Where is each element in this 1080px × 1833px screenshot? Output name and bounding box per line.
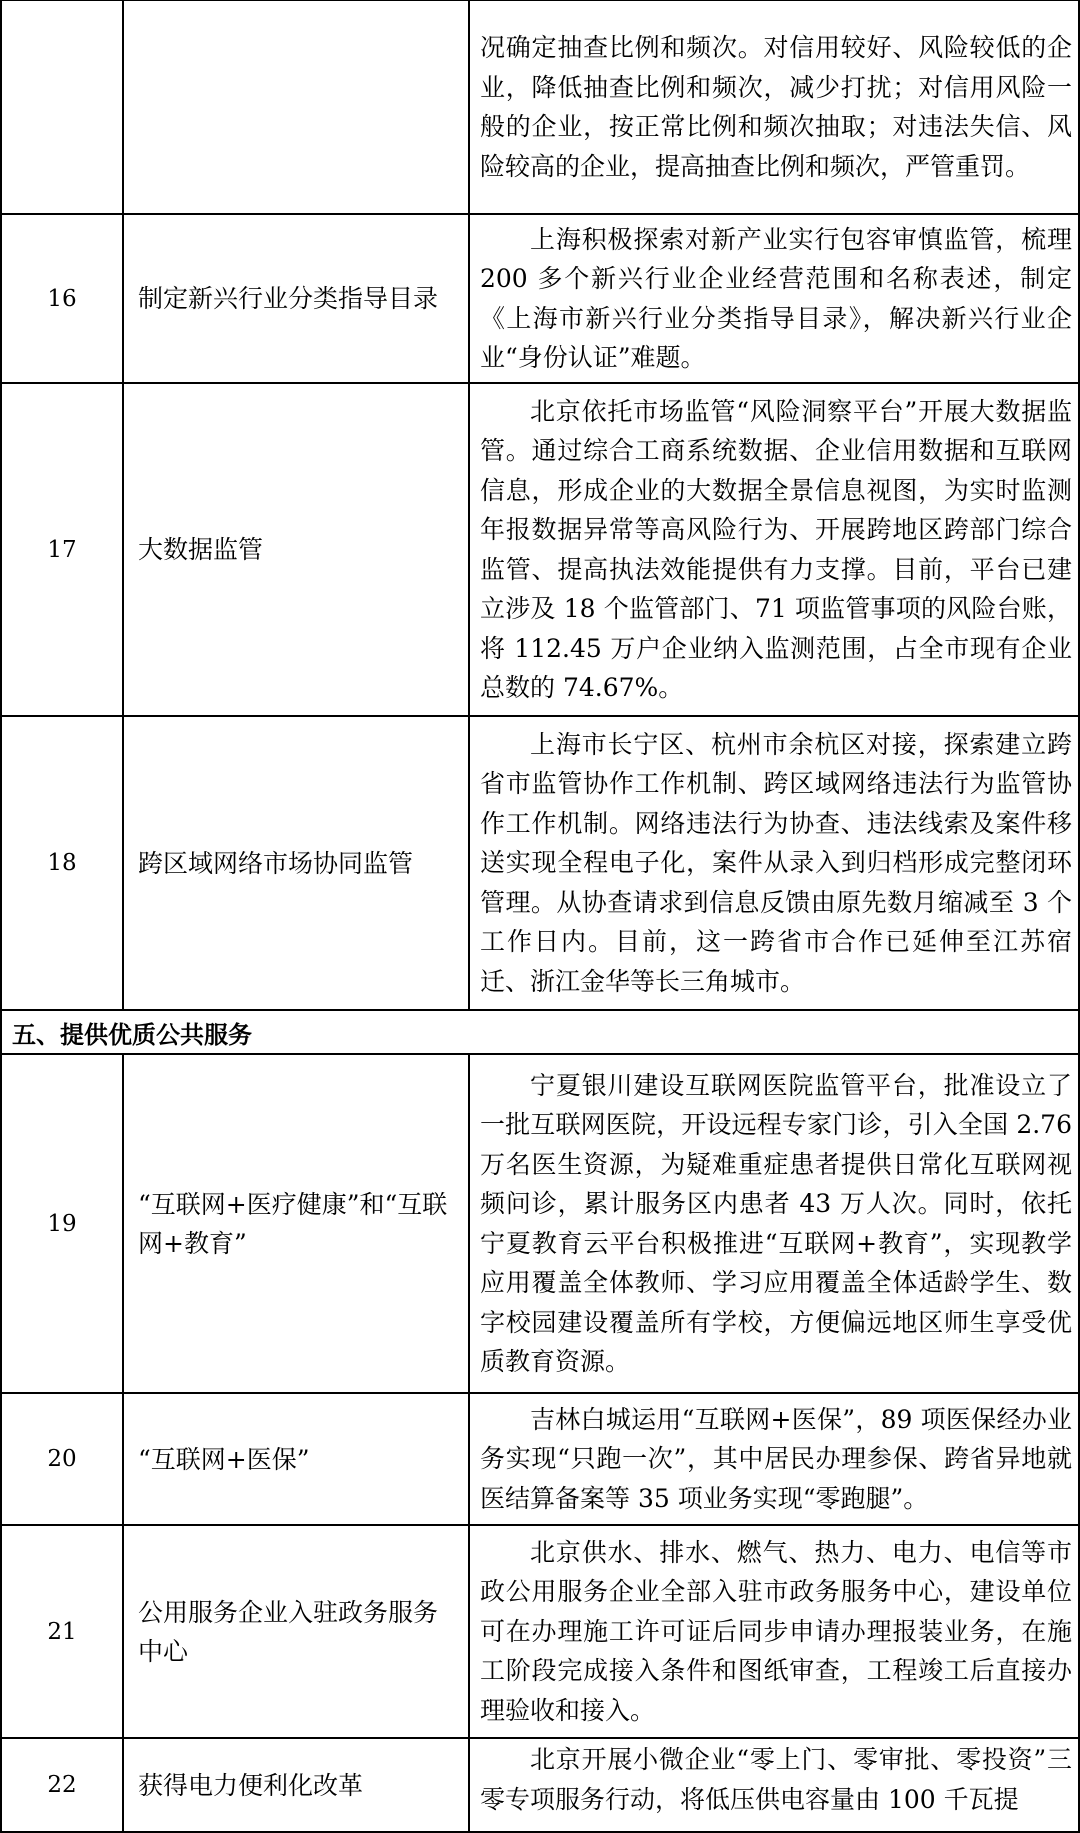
row-measure-name: 公用服务企业入驻政务服务中心 xyxy=(123,1525,469,1738)
row-description: 上海积极探索对新产业实行包容审慎监管，梳理 200 多个新兴行业企业经营范围和名称表述，制定《上海市新兴行业分类指导目录》，解决新兴行业企业“身份认证”难题。 xyxy=(469,214,1079,383)
table-row xyxy=(1,1393,1079,1525)
row-measure-name: 制定新兴行业分类指导目录 xyxy=(123,214,469,383)
row-number: 22 xyxy=(1,1738,123,1832)
row-description: 宁夏银川建设互联网医院监管平台，批准设立了一批互联网医院，开设远程专家门诊，引入全国 2.76 万名医生资源，为疑难重症患者提供日常化互联网视频问诊，累计服务区内患者 43 万人次。同时，依托宁夏教育云平台积极推进“互联网+教育”，实现教学应用覆盖全体教师、学习应用覆盖全体适龄学生、数字校园建设覆盖所有学校，方便偏远地区师生享受优质教育资源。 xyxy=(469,1054,1079,1393)
row-number xyxy=(1,0,123,214)
row-description: 北京供水、排水、燃气、热力、电力、电信等市政公用服务企业全部入驻市政务服务中心，建设单位可在办理施工许可证后同步申请办理报装业务，在施工阶段完成接入条件和图纸审查，工程竣工后直接办理验收和接入。 xyxy=(469,1525,1079,1738)
table-row xyxy=(1,1738,1079,1832)
row-measure-name: 获得电力便利化改革 xyxy=(123,1738,469,1832)
row-description: 北京开展小微企业“零上门、零审批、零投资”三零专项服务行动，将低压供电容量由 100 千瓦提 xyxy=(469,1738,1079,1832)
table-row xyxy=(1,1054,1079,1393)
section-header-row xyxy=(1,1010,1079,1054)
table-row xyxy=(1,716,1079,1010)
row-number: 21 xyxy=(1,1525,123,1738)
table-row xyxy=(1,1525,1079,1738)
row-measure-name: 跨区域网络市场协同监管 xyxy=(123,716,469,1010)
row-description: 吉林白城运用“互联网+医保”，89 项医保经办业务实现“只跑一次”，其中居民办理参保、跨省异地就医结算备案等 35 项业务实现“零跑腿”。 xyxy=(469,1393,1079,1525)
row-number: 19 xyxy=(1,1054,123,1393)
row-measure-name: 大数据监管 xyxy=(123,383,469,716)
section-title: 五、提供优质公共服务 xyxy=(1,1010,1079,1054)
row-measure-name: “互联网+医疗健康”和“互联网+教育” xyxy=(123,1054,469,1393)
row-measure-name xyxy=(123,0,469,214)
table-row xyxy=(1,214,1079,383)
row-measure-name: “互联网+医保” xyxy=(123,1393,469,1525)
row-description: 况确定抽查比例和频次。对信用较好、风险较低的企业，降低抽查比例和频次，减少打扰；对信用风险一般的企业，按正常比例和频次抽取；对违法失信、风险较高的企业，提高抽查比例和频次，严管重罚。 xyxy=(469,0,1079,214)
row-description: 北京依托市场监管“风险洞察平台”开展大数据监管。通过综合工商系统数据、企业信用数据和互联网信息，形成企业的大数据全景信息视图，为实时监测年报数据异常等高风险行为、开展跨地区跨部门综合监管、提高执法效能提供有力支撑。目前，平台已建立涉及 18 个监管部门、71 项监管事项的风险台账，将 112.45 万户企业纳入监测范围，占全市现有企业总数的 74.67%。 xyxy=(469,383,1079,716)
row-number: 17 xyxy=(1,383,123,716)
row-number: 18 xyxy=(1,716,123,1010)
row-number: 20 xyxy=(1,1393,123,1525)
row-number: 16 xyxy=(1,214,123,383)
table-row xyxy=(1,383,1079,716)
table-row xyxy=(1,0,1079,214)
row-description: 上海市长宁区、杭州市余杭区对接，探索建立跨省市监管协作工作机制、跨区域网络违法行为监管协作工作机制。网络违法行为协查、违法线索及案件移送实现全程电子化，案件从录入到归档形成完整闭环管理。从协查请求到信息反馈由原先数月缩减至 3 个工作日内。目前，这一跨省市合作已延伸至江苏宿迁、浙江金华等长三角城市。 xyxy=(469,716,1079,1010)
